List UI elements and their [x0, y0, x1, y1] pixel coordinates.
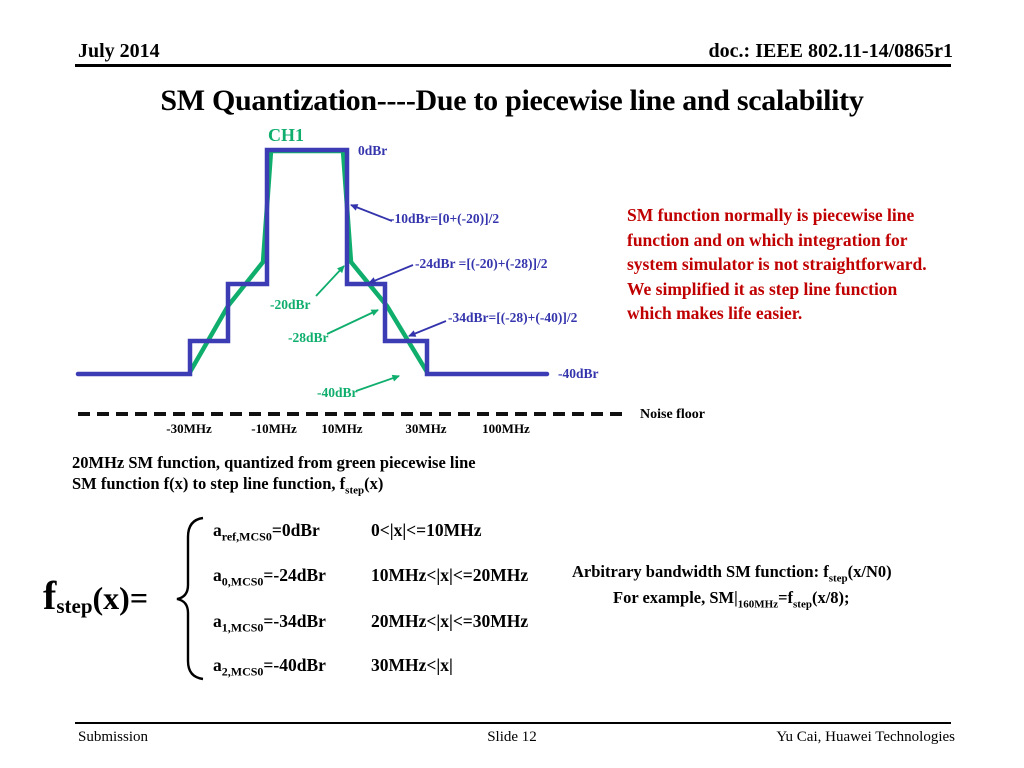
formula-row-1-cond: 0<|x|<=10MHz: [371, 520, 482, 540]
formula-row-4-a: $a_{2,MCS0}=-40dBr$: [213, 655, 326, 679]
arb-l2-s2: step: [793, 598, 812, 611]
footer-divider: [75, 722, 951, 724]
footer-slide-number: Slide 12: [487, 729, 537, 745]
arrow-minus34dbr: [409, 321, 446, 336]
fstep-rest: (x)=: [92, 580, 149, 616]
red-note-line5: which makes life easier.: [627, 303, 803, 323]
arbitrary-line1: [572, 562, 892, 584]
label-minus34dbr: -34dBr=[(-28)+(-40)]/2: [448, 310, 578, 325]
label-green-minus28dbr: -28dBr: [288, 330, 329, 345]
formula-row-1: [213, 520, 482, 545]
formula-row-2-a: $a_{0,MCS0}=-24dBr$: [213, 565, 326, 589]
header-divider: [75, 64, 951, 67]
caption-line2: [72, 474, 383, 496]
label-minus10dbr: -10dBr=[0+(-20)]/2: [390, 211, 500, 226]
red-note-line1: SM function normally is piecewise line: [627, 205, 915, 225]
formula-row-1-a: $a_{ref,MCS0}=0dBr$: [213, 520, 320, 544]
curly-brace-path: [177, 518, 203, 679]
curly-brace: [172, 510, 212, 685]
label-green-minus40dbr: -40dBr: [317, 385, 358, 400]
label-minus24dbr: -24dBr =[(-20)+(-28)]/2: [415, 256, 548, 271]
red-note-line3: system simulator is not straightforward.: [627, 254, 927, 274]
caption-line2-prefix: SM function f(x) to step line function, f: [72, 474, 346, 493]
footer-author: Yu Cai, Huawei Technologies: [776, 729, 955, 745]
label-noise-floor: Noise floor: [640, 407, 705, 422]
arrow-minus24dbr: [369, 265, 413, 283]
xtick-100mhz: 100MHz: [482, 421, 530, 436]
header-date: July 2014: [78, 40, 160, 62]
fstep-f: f: [43, 573, 57, 618]
red-note-line2: function and on which integration for: [627, 229, 908, 250]
xtick-minus10mhz: -10MHz: [251, 421, 297, 436]
arrow-green-minus20dbr: [316, 266, 344, 296]
caption-line1: 20MHz SM function, quantized from green piecewise line: [72, 453, 476, 472]
fstep-lhs: [43, 572, 148, 619]
arrow-green-minus28dbr: [327, 310, 378, 334]
xtick-30mhz: 30MHz: [405, 421, 447, 436]
arb-l1-suffix: (x/N0): [847, 562, 892, 581]
sm-mask-chart: [50, 120, 670, 460]
formula-row-2: [213, 565, 529, 590]
arb-l2-s1: 160MHz: [737, 598, 779, 611]
xtick-10mhz: 10MHz: [321, 421, 363, 436]
slide-title: SM Quantization----Due to piecewise line and scalability: [160, 84, 864, 117]
red-note-line4: We simplified it as step line function: [627, 278, 898, 299]
arrow-minus10dbr: [351, 205, 392, 221]
xtick-minus30mhz: -30MHz: [166, 421, 212, 436]
formula-row-3-a: $a_{1,MCS0}=-34dBr$: [213, 611, 326, 635]
arb-l1-prefix: Arbitrary bandwidth SM function: f: [572, 562, 829, 581]
caption-line2-sub: step: [345, 484, 365, 497]
header-doc-number: doc.: IEEE 802.11-14/0865r1: [708, 40, 953, 62]
fstep-sub: step: [56, 594, 93, 619]
red-note: [627, 203, 927, 326]
formula-row-3-cond: 20MHz<|x|<=30MHz: [371, 611, 529, 631]
arrow-green-minus40dbr: [356, 376, 399, 391]
arbitrary-line2: [613, 588, 850, 610]
label-0dbr: 0dBr: [358, 143, 388, 158]
formula-row-3: [213, 611, 529, 636]
label-green-minus20dbr: -20dBr: [270, 297, 311, 312]
formula-row-4: [213, 655, 453, 680]
arb-l2-p3: (x/8);: [811, 588, 850, 607]
footer-submission: Submission: [78, 729, 149, 745]
arb-l2-p1: For example, SM|: [613, 588, 738, 607]
arb-l2-p2: =f: [778, 588, 793, 607]
caption-line2-suffix: (x): [364, 474, 384, 493]
chart-title-ch1: CH1: [268, 125, 304, 145]
formula-row-2-cond: 10MHz<|x|<=20MHz: [371, 565, 529, 585]
formula-row-4-cond: 30MHz<|x|: [371, 655, 453, 675]
arb-l1-sub: step: [828, 572, 848, 585]
label-right-minus40dbr: -40dBr: [558, 366, 599, 381]
